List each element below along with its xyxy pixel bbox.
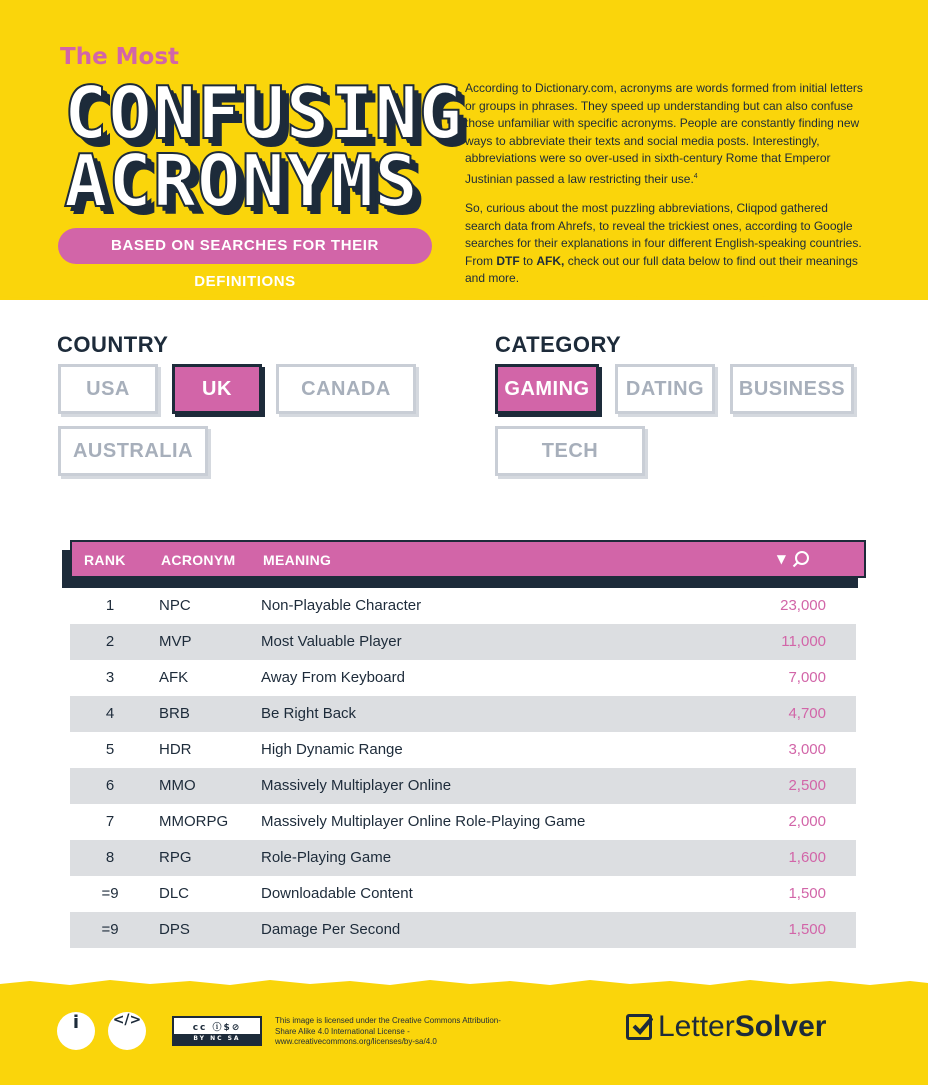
logo-text-light: Letter <box>658 1010 735 1043</box>
table-row[interactable] <box>70 768 856 804</box>
acronym-cell: NPC <box>159 597 191 614</box>
searches-cell: 7,000 <box>788 669 826 686</box>
acronym-cell: AFK <box>159 669 189 686</box>
acronym-cell: HDR <box>159 741 192 758</box>
header-meaning[interactable]: MEANING <box>263 552 332 568</box>
intro-paragraph-2: So, curious about the most puzzling abbreviations, Cliqpod gathered search data from Ahrefs, to reveal the trickiest ones, according to Google searches for their explanations in four different English-speaking countries. From DTF to AFK, check out our full data below to find out their meanings and more. <box>465 201 862 285</box>
cc-badge-label: BY NC SA <box>174 1034 260 1044</box>
country-label: COUNTRY <box>57 332 169 357</box>
meaning-cell: Away From Keyboard <box>261 669 405 686</box>
checkbox-logo-icon <box>626 1014 652 1040</box>
rank-cell: =9 <box>101 885 119 902</box>
searches-cell: 2,000 <box>788 813 826 830</box>
sort-down-icon[interactable]: ▼ <box>776 552 786 566</box>
category-dating-button[interactable]: DATING <box>615 364 715 414</box>
table-row[interactable] <box>70 732 856 768</box>
category-gaming-button[interactable]: GAMING <box>495 364 599 414</box>
meaning-cell: Non-Playable Character <box>261 597 422 614</box>
acronym-cell: DLC <box>159 885 190 902</box>
title-line-2: ACRONYMS <box>64 139 419 223</box>
cc-icons: cc ⓘ$⊘ <box>192 1023 242 1033</box>
rank-cell: =9 <box>101 921 119 938</box>
intro-paragraph-1: According to Dictionary.com, acronyms are words formed from initial letters or groups in phrases. They speed up understanding but can also confuse those unfamiliar with specific acronyms. People are constantly finding new ways to abbreviate their texts and social media posts. Interestingly, abbreviations were so over-used in sixth-century Rome that Emperor Justinian passed a law restricting their use.$^4$ <box>465 81 863 186</box>
searches-cell: 1,500 <box>788 921 826 938</box>
table-row[interactable] <box>70 588 856 624</box>
table-row[interactable] <box>70 624 856 660</box>
header-rank[interactable]: RANK <box>84 552 126 568</box>
torn-edge <box>0 286 928 308</box>
link-afk[interactable]: AFK, <box>536 253 565 268</box>
searches-cell: 3,000 <box>788 741 826 758</box>
searches-cell: 1,500 <box>788 885 826 902</box>
searches-cell: 2,500 <box>788 777 826 794</box>
category-business-button[interactable]: BUSINESS <box>730 364 854 414</box>
table-body <box>70 588 856 948</box>
table-row[interactable] <box>70 876 856 912</box>
acronym-cell: MMO <box>159 777 196 794</box>
letter-solver-logo[interactable] <box>626 1010 826 1044</box>
table-row[interactable] <box>70 804 856 840</box>
meaning-cell: Most Valuable Player <box>261 633 402 650</box>
rank-cell: 2 <box>105 633 115 650</box>
rank-cell: 1 <box>105 597 115 614</box>
rank-cell: 3 <box>105 669 115 686</box>
table-header <box>70 540 866 578</box>
acronym-cell: DPS <box>159 921 190 938</box>
country-uk-button[interactable]: UK <box>172 364 262 414</box>
country-australia-button[interactable]: AUSTRALIA <box>58 426 208 476</box>
kicker-text: The Most <box>60 44 180 70</box>
meaning-cell: Role-Playing Game <box>261 849 392 866</box>
subtitle-pill: BASED ON SEARCHES FOR THEIR DEFINITIONS <box>58 228 432 264</box>
table-row[interactable] <box>70 660 856 696</box>
rank-cell: 7 <box>105 813 115 830</box>
rank-cell: 4 <box>105 705 115 722</box>
header-acronym[interactable]: ACRONYM <box>161 552 236 568</box>
category-tech-button[interactable]: TECH <box>495 426 645 476</box>
country-canada-button[interactable]: CANADA <box>276 364 416 414</box>
table-row[interactable] <box>70 912 856 948</box>
searches-cell: 11,000 <box>781 633 826 650</box>
rank-cell: 5 <box>105 741 115 758</box>
searches-cell: 1,600 <box>788 849 826 866</box>
table-row[interactable] <box>70 696 856 732</box>
acronym-cell: BRB <box>159 705 190 722</box>
embed-code-icon[interactable]: </> <box>108 1012 146 1050</box>
creative-commons-badge[interactable] <box>172 1016 262 1046</box>
rank-cell: 6 <box>105 777 115 794</box>
link-dtf[interactable]: DTF <box>496 253 520 268</box>
country-usa-button[interactable]: USA <box>58 364 158 414</box>
license-text: This image is licensed under the Creative Commons Attribution-Share Alike 4.0 International License - www.creativecommons.org/licenses/by-sa/4.0 <box>275 1016 501 1046</box>
acronym-cell: MMORPG <box>159 813 229 830</box>
meaning-cell: Downloadable Content <box>261 885 413 902</box>
info-icon[interactable]: i <box>57 1012 95 1050</box>
meaning-cell: Massively Multiplayer Online Role-Playing Game <box>261 813 586 830</box>
intro-text <box>465 80 865 288</box>
category-label: CATEGORY <box>495 332 622 357</box>
rank-cell: 8 <box>105 849 115 866</box>
acronym-cell: MVP <box>159 633 192 650</box>
meaning-cell: Damage Per Second <box>261 921 401 938</box>
searches-cell: 4,700 <box>788 705 826 722</box>
title-line-1: CONFUSING <box>64 71 464 155</box>
meaning-cell: Massively Multiplayer Online <box>261 777 452 794</box>
search-icon[interactable] <box>792 550 810 568</box>
meaning-cell: High Dynamic Range <box>261 741 403 758</box>
meaning-cell: Be Right Back <box>261 705 357 722</box>
table-row[interactable] <box>70 840 856 876</box>
searches-cell: 23,000 <box>780 597 826 614</box>
acronym-cell: RPG <box>159 849 192 866</box>
logo-text-bold: Solver <box>734 1010 827 1043</box>
